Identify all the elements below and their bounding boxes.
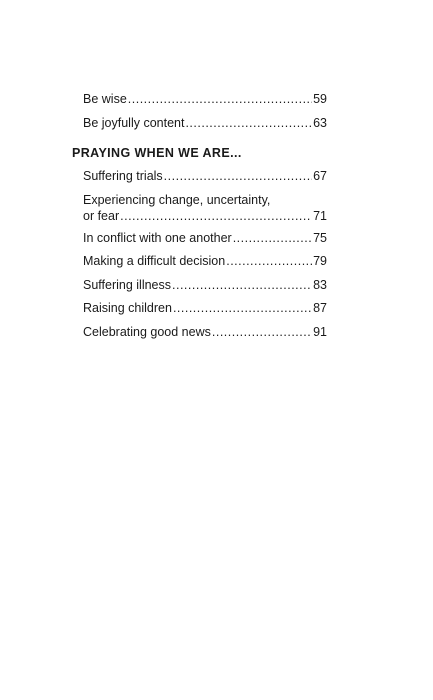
dot-leader (173, 300, 312, 316)
toc-entry-page: 79 (313, 254, 327, 268)
toc-entry-page: 59 (313, 92, 327, 106)
toc-entry (83, 192, 327, 230)
dot-leader (172, 277, 312, 293)
toc-entry-page: 87 (313, 301, 327, 315)
dot-leader (233, 230, 312, 246)
toc-entry-label: Experiencing change, uncertainty, (83, 192, 271, 207)
toc-entry-page: 83 (313, 277, 327, 292)
toc-entry (83, 253, 327, 277)
toc-section-group (83, 168, 327, 347)
toc-entry (83, 300, 327, 324)
toc-entry-label: Be wise (83, 92, 127, 106)
dot-leader (226, 253, 312, 269)
toc-entry-label: Suffering illness (83, 277, 172, 292)
dot-leader (164, 168, 312, 184)
toc-entry-page: 91 (313, 324, 327, 339)
toc-entry-label: Celebrating good news (83, 324, 211, 339)
toc-entry-page: 67 (313, 169, 327, 183)
toc-entry-page: 75 (313, 230, 327, 245)
toc-entry-label-continued: or fear (83, 208, 120, 223)
toc-entry-label: Be joyfully content (83, 115, 185, 130)
toc-entry-label: Making a difficult decision (83, 254, 226, 268)
toc-entry (83, 168, 327, 192)
toc-entry-label: Raising children (83, 301, 172, 315)
dot-leader (120, 208, 312, 224)
toc-entry (83, 91, 327, 115)
toc-top-group (83, 91, 327, 138)
toc-entry (83, 115, 327, 139)
section-heading: PRAYING WHEN WE ARE... (72, 146, 242, 160)
toc-entry (83, 324, 327, 348)
dot-leader (212, 324, 312, 340)
toc-entry (83, 230, 327, 254)
toc-entry-page: 63 (313, 115, 327, 130)
dot-leader (128, 91, 312, 107)
toc-entry-page: 71 (313, 208, 327, 223)
toc-entry-label: Suffering trials (83, 169, 163, 183)
toc-entry (83, 277, 327, 301)
toc-entry-label: In conflict with one another (83, 230, 232, 245)
dot-leader (185, 115, 312, 131)
